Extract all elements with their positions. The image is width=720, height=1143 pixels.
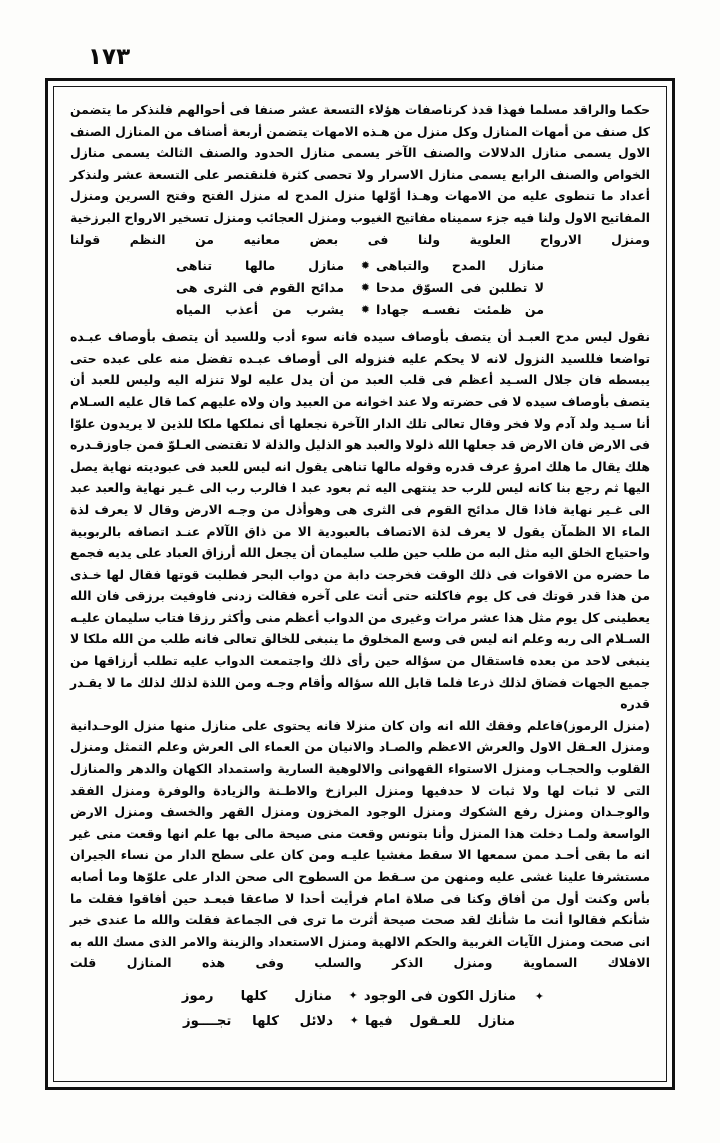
hemistich-second: مدائح القوم فى الثرى هى <box>176 280 344 296</box>
text-column <box>70 99 650 1071</box>
body-paragraph-2: نقول ليس مدح العبـد أن يتصف بأوصاف سيده فانه سوء أدب وللسيد أن يتصف بأوصاف عبـده تواضعا فللسيد النزول لانه لا يحكم عليه فنزوله الى أوصاف عبـده تفضل منه على عبده حتى يبسطه فان جلال السـيد أعظم فى قلب العبد من أن يدل عليه لولا تنزله اليه وليس للعبد أن يتصف بأوصاف سيده لا فى حضرته ولا عند اخوانه من العبيد وان ولاه عليهم كما قال عليه السـلام أنا سـيد ولد آدم ولا فخر وقال تعالى تلك الدار الآخرة نجعلها أى نملكها ملكا للذين لا يريدون علوّا فى الارض فان الارض قد جعلها الله ذلولا والعبد هو الذليل والذلة لا تقتضى العـلوّ فمن جاوزقـدره هلك يقال ما هلك امرؤ عرف قدره وقوله مالها تناهى يقول انه ليس للعبد فى عبوديته نهاية يصل اليها ثم رجع بنا كانه ليس للرب حد ينتهى اليه ثم بعود عبد ا فالرب رب الى غـير نهاية والعبد عبد الى غـير نهاية فاذا قال مدائح القوم فى الثرى هى وهوأذل من وجـه الارض وقال لا يعرف لذة الماء الا الظمآن يقول لا يعرف لذة الاتصاف بالعبودية الا من ذاق الآلام عنـد اتصافه بالربوبية واحتياج الخلق اليه مثل البه من طلب حين طلب سليمان أن يجعل الله أرزاق العباد على يديه فجمع ما حضره من الاقوات فى ذلك الوقت فخرجت دابة من دواب البحر فطلبت قوتها فقال لها خـذى من هذا قدر قوتك فى كل يوم فاكلته حتى أتت على آخره فقالت زدنى فاوفيت برزقى فان الله يعطينى كل يوم مثل هذا عشر مرات وغيرى من الدواب أعظم منى وأكثر رزقا فتاب سليمان عليـه السـلام الى ربه وعلم انه ليس فى وسع المخلوق ما ينبغى للخالق تعالى فانه طلب من الله ملكا لا ينبغى لاحد من بعده فاستقال من سؤاله حين رأى ذلك واجتمعت الدواب عليه تطلب أرزاقها من جميع الجهات فضاق لذلك ذرعا فلما قابل الله سؤاله وأقام وجـه ومن اللذة لذلك لذلك ما لا يقـدر قدره <box>70 329 650 712</box>
verse-line <box>70 255 650 277</box>
verse-line <box>70 984 650 1009</box>
verse-trailing-star-icon: ✦ <box>534 989 545 1003</box>
hemistich-first: من ظمئت نفسـه جهادا <box>376 302 544 318</box>
hemistich-first: لا تطلبن فى السوّق مدحا <box>376 280 544 296</box>
verse-line <box>70 299 650 321</box>
page-frame-outer <box>45 78 675 1090</box>
hemistich-first: منازل الكون فى الوجود <box>363 988 517 1004</box>
verse-separator-icon: ✹ <box>360 281 370 295</box>
body-paragraph-1: حكما والراقد مسلما فهذا قدذ كرناصفات هؤلاء التسعة عشر صنفا فى أحوالهم فلنذكر ما يتضمن كل صنف من أمهات المنازل وكل منزل من هـذه الامهات يتضمن أربعة أصناف من المنازل الصنف الاول يسمى منازل الدلالات والصنف الآخر يسمى منازل الحدود والصنف الثالث يسمى منازل الخواص والصنف الرابع يسمى منازل الاسرار ولا تحصى كثرة فلنقتصر على التسعة عشر ولنذكر أعداد ما تنطوى عليه من الامهات وهـذا أوّلها منزل المدح له منزل الفتح وفتح السرين ومنزل المفاتيح الاول ولنا فيه جزء سميناه مفاتيح الغيوب ومنزل العجائب ومنزل تسخير الارواح البرزخية ومنزل الارواح العلوية ولنا فى بعض معانيه من النظم قولنا <box>70 102 650 247</box>
verse-separator-icon: ✹ <box>360 259 370 273</box>
verse-block-bottom <box>70 984 650 1034</box>
hemistich-first: منازل للعـقول فيها <box>365 1013 515 1029</box>
verse-line <box>70 1009 650 1034</box>
hemistich-second: دلائل كلها تجــــوز <box>183 1013 333 1029</box>
hemistich-second: منازل مالها تناهى <box>176 258 344 274</box>
spacer <box>70 250 650 253</box>
section-heading-manzil-al-rumuz: (منزل الرموز) <box>562 717 650 733</box>
spacer <box>70 974 650 982</box>
verse-line <box>70 277 650 299</box>
folio-number: ١٧٣ <box>88 44 131 70</box>
body-paragraph-3 <box>70 715 650 974</box>
hemistich-second: منازل كلها رموز <box>181 988 332 1004</box>
hemistich-second: يشرب من أعذب المياه <box>176 302 344 318</box>
verse-separator-icon: ✦ <box>349 1013 359 1027</box>
page-frame-inner <box>53 86 667 1082</box>
verse-separator-icon: ✹ <box>360 303 370 317</box>
verse-separator-icon: ✦ <box>348 988 358 1002</box>
body-paragraph-3-text: فاعلم وفقك الله انه وان كان منزلا فانه يحتوى على منازل منها منزل الوحـدانية ومنزل العـقل الاول والعرش الاعظم والصـاد والانيان من العماء الى العرش وعلم التمثل ومنزل القلوب والحجـاب ومنزل الاستواء القهوانى والالوهية السارية واستمداد الكهان والدهر والمنازل التى لا ثبات لها ولا ثبات لا حدفيها ومنزل البرازخ والاطـنة والزيادة والوفرة ومنزل الفقد والوجـدان ومنزل رفع الشكوك ومنزل الوجود المخزون ومنزل القهر والخسف ومنزل الارض الواسعة ولمـا دخلت هذا المنزل وأنا بتونس وقعت منى صيحة مالى بها علم انها وقعت منى غير انه ما بقى أحـد ممن سمعها الا سقط مغشيا عليـه ومن كان على سطح الدار من نساء الجيران مستشرفا علينا غشى عليه ومنهن من سـقط من السطوح الى صحن الدار على علوّها وما أصابه بأس وكنت أول من أفاق وكنا فى صلاة امام فرأيت أحدا لا صاعقا فبعـد حين أفاقوا فقلت ما شأنكم فقالوا أنت ما شأنك لقد صحت صيحة أثرت ما ترى فى الجماعة فقلت والله ما عندى خبر انى صحت ومنزل الآيات الغربية والحكم الالهية ومنزل الاستعداد والزينة والامر الذى مسك الله به الافلاك السماوية ومنزل الذكر والسلب وفى هذه المنازل قلت <box>70 717 650 971</box>
hemistich-first: منازل المدح والتباهى <box>376 258 544 274</box>
verse-block-top <box>70 255 650 321</box>
